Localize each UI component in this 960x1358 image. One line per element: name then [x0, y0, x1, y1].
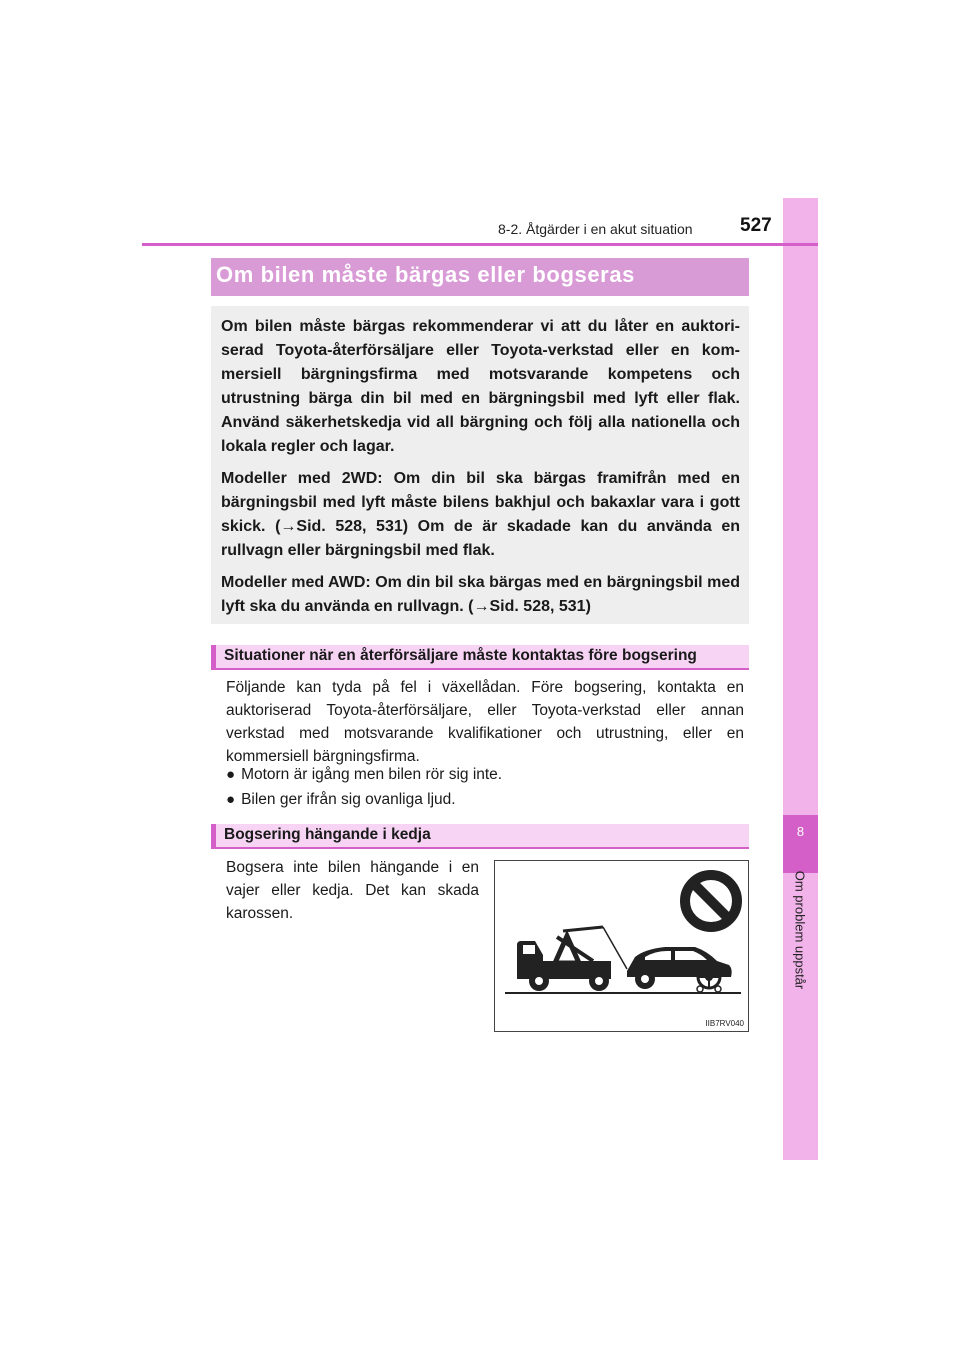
intro-paragraph: Om bilen måste bärgas rekommenderar vi att du låter en auktori-serad Toyota-återförsäljare eller Toyota-verkstad eller en kom-mersiell bärgningsfirma med motsvarande kompetens och utrustning bärga din bil med en bärgningsbil med lyft eller flak. Använd säkerhetskedja vid all bärgning och följ alla nationella och lokala regler och lagar. — [221, 318, 740, 455]
intro-box — [211, 306, 749, 624]
header-section-title: 8-2. Åtgärder i en akut situation — [498, 221, 693, 237]
intro-paragraph: Modeller med AWD: Om din bil ska bärgas med en bärgningsbil med lyft ska du använda en rullvagn. (→Sid. 528, 531) — [221, 574, 740, 615]
section-heading-text: Situationer när en återförsäljare måste kontaktas före bogsering — [224, 647, 697, 664]
section-heading-chain — [211, 824, 749, 849]
header-rule — [142, 243, 818, 246]
towed-car-icon — [627, 947, 732, 992]
bullet-icon: ● — [226, 791, 236, 808]
section-heading-text: Bogsering hängande i kedja — [224, 826, 431, 843]
section-heading-dealer — [211, 645, 749, 670]
chapter-thumb-tab — [783, 198, 818, 1160]
page-title: Om bilen måste bärgas eller bogseras — [216, 262, 635, 287]
list-item-text: Bilen ger ifrån sig ovanliga ljud. — [241, 791, 456, 808]
prohibited-icon — [685, 875, 737, 927]
bullet-icon: ● — [226, 766, 236, 783]
section-body: Bogsera inte bilen hängande i en vajer eller kedja. Det kan skada karossen. — [226, 859, 479, 922]
towing-illustration-drawing — [495, 861, 748, 1031]
list-item-text: Motorn är igång men bilen rör sig inte. — [241, 766, 503, 783]
list-item — [226, 791, 456, 809]
towing-illustration — [494, 860, 749, 1032]
chapter-title: Om problem uppstår — [792, 870, 808, 990]
figure-code: IIB7RV040 — [705, 1019, 744, 1028]
page-number: 527 — [740, 215, 772, 236]
intro-paragraph: Modeller med 2WD: Om din bil ska bärgas framifrån med en bärgningsbil med lyft måste bilens bakhjul och bakaxlar vara i gott skick. (→Sid. 528, 531) Om de är skadade kan du använda en rullvagn eller bärgningsbil med flak. — [221, 470, 740, 559]
chapter-number: 8 — [796, 824, 805, 839]
list-item — [226, 766, 502, 784]
tow-truck-icon — [517, 927, 627, 991]
section-body: Följande kan tyda på fel i växellådan. Före bogsering, kontakta en auktoriserad Toyota-återförsäljare, eller Toyota-verkstad eller annan verkstad med motsvarande kvalifikationer och utrustning, eller en kommersiell bärgningsfirma. — [226, 679, 744, 765]
